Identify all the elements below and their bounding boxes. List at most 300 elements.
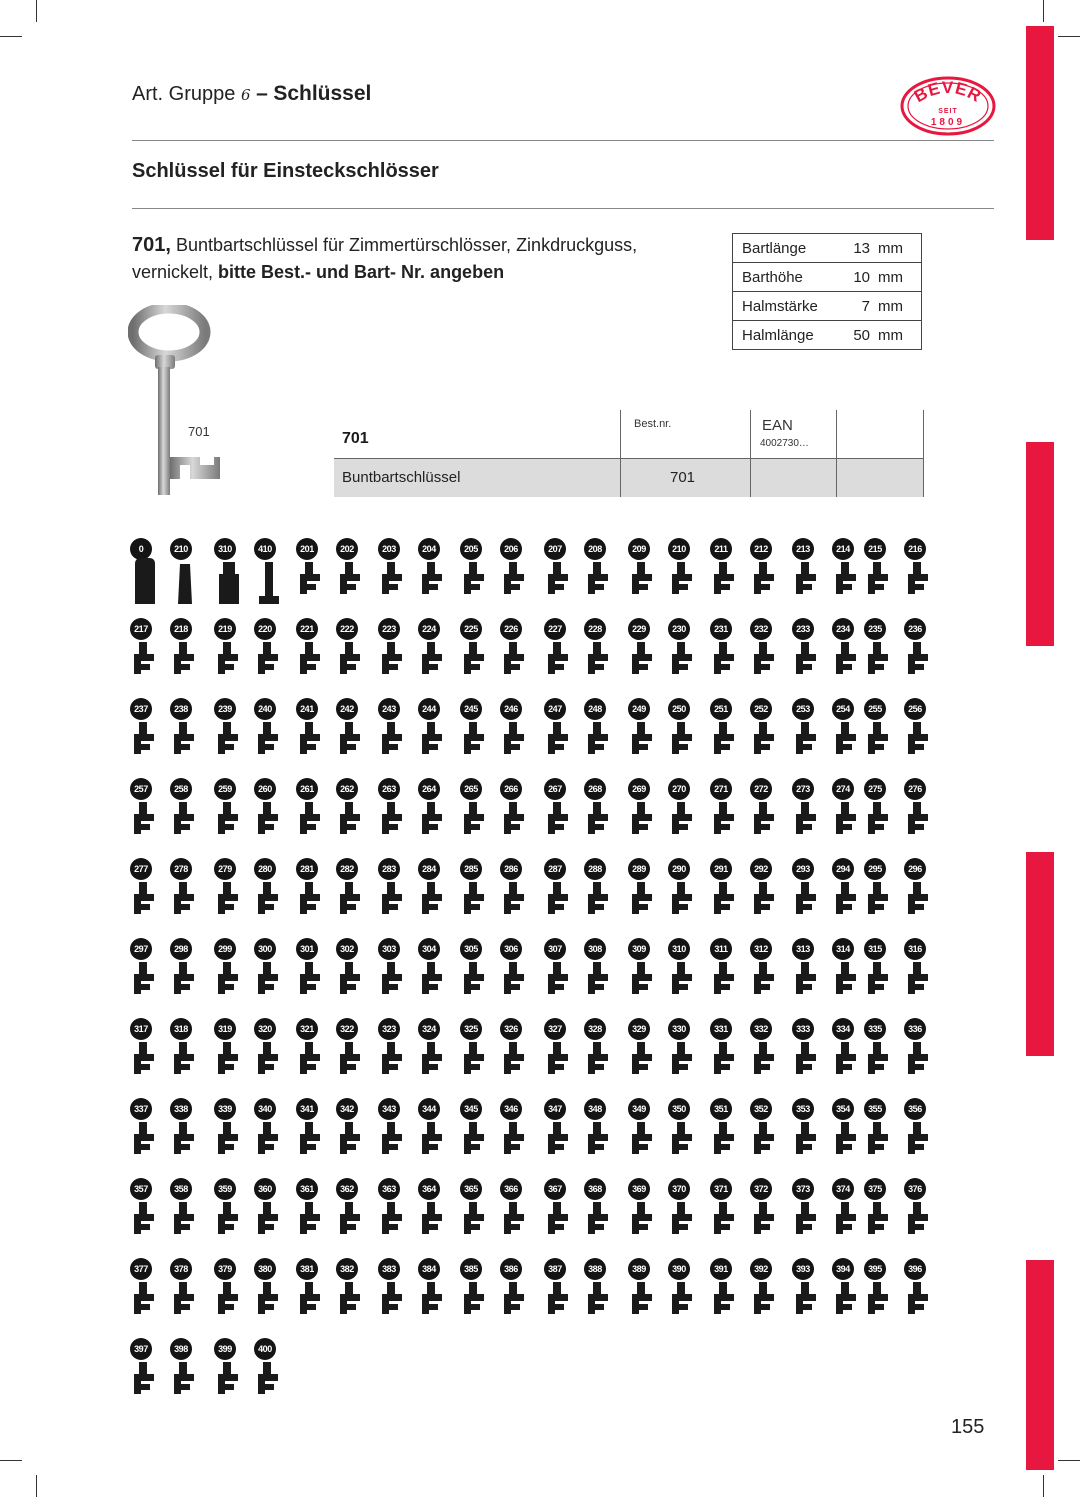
key-bit-profile bbox=[792, 1098, 832, 1176]
key-bit-silhouette bbox=[258, 814, 278, 834]
key-bit-shape bbox=[214, 632, 244, 688]
key-bit-stem bbox=[677, 1042, 685, 1056]
key-bit-shape bbox=[584, 1192, 614, 1248]
key-bit-number: 0 bbox=[130, 538, 152, 560]
key-bit-stem bbox=[801, 1282, 809, 1296]
key-bit-profile bbox=[628, 698, 668, 776]
key-bit-shape bbox=[170, 1192, 200, 1248]
key-bit-profile bbox=[500, 778, 540, 856]
key-bit-stem bbox=[263, 802, 271, 816]
key-bit-number: 311 bbox=[710, 938, 732, 960]
key-bit-profile bbox=[296, 1018, 336, 1096]
key-bit-stem bbox=[179, 642, 187, 656]
key-bit-silhouette bbox=[464, 1294, 484, 1314]
key-bit-number: 231 bbox=[710, 618, 732, 640]
key-bit-number: 316 bbox=[904, 938, 926, 960]
key-bit-number: 353 bbox=[792, 1098, 814, 1120]
key-bit-profile bbox=[500, 698, 540, 776]
key-bit-number: 291 bbox=[710, 858, 732, 880]
key-bit-number: 354 bbox=[832, 1098, 854, 1120]
key-bit-shape bbox=[710, 1192, 740, 1248]
order-row bbox=[334, 458, 924, 497]
key-bit-number: 210 bbox=[170, 538, 192, 560]
key-bit-stem bbox=[345, 722, 353, 736]
key-bit-number: 274 bbox=[832, 778, 854, 800]
key-bit-number: 283 bbox=[378, 858, 400, 880]
order-article-number: 701 bbox=[342, 430, 369, 447]
key-bit-silhouette bbox=[464, 654, 484, 674]
key-bit-number: 364 bbox=[418, 1178, 440, 1200]
key-bit-number: 249 bbox=[628, 698, 650, 720]
key-bit-profile bbox=[710, 1258, 750, 1336]
key-bit-shape bbox=[628, 712, 658, 768]
key-bit-silhouette bbox=[714, 814, 734, 834]
key-bit-profile bbox=[336, 778, 376, 856]
key-bit-stem bbox=[841, 962, 849, 976]
key-bit-number: 259 bbox=[214, 778, 236, 800]
key-bit-shape bbox=[460, 632, 490, 688]
key-bit-number: 335 bbox=[864, 1018, 886, 1040]
key-bit-number: 240 bbox=[254, 698, 276, 720]
key-bit-shape bbox=[296, 792, 326, 848]
key-bit-silhouette bbox=[174, 1294, 194, 1314]
key-bit-shape bbox=[336, 1272, 366, 1328]
key-bit-silhouette bbox=[504, 734, 524, 754]
key-bit-silhouette bbox=[178, 564, 192, 604]
key-bit-number: 255 bbox=[864, 698, 886, 720]
key-bit-number: 278 bbox=[170, 858, 192, 880]
key-bit-silhouette bbox=[258, 894, 278, 914]
key-bit-shape bbox=[336, 792, 366, 848]
key-bit-shape bbox=[296, 952, 326, 1008]
key-bit-shape bbox=[418, 552, 448, 608]
key-bit-number: 211 bbox=[710, 538, 732, 560]
key-bit-number: 289 bbox=[628, 858, 650, 880]
key-bit-number: 201 bbox=[296, 538, 318, 560]
key-bit-silhouette bbox=[258, 974, 278, 994]
key-bit-shape bbox=[296, 712, 326, 768]
key-bit-profile bbox=[628, 1258, 668, 1336]
key-bit-stem bbox=[593, 1282, 601, 1296]
key-bit-stem bbox=[637, 882, 645, 896]
key-bit-silhouette bbox=[588, 894, 608, 914]
key-bit-profile bbox=[378, 538, 418, 616]
key-bit-profile bbox=[214, 938, 254, 1016]
key-bit-profile bbox=[792, 1258, 832, 1336]
key-bit-shape bbox=[864, 952, 894, 1008]
key-bit-profile bbox=[864, 1098, 904, 1176]
key-bit-shape bbox=[628, 1112, 658, 1168]
key-bit-profile bbox=[750, 698, 790, 776]
key-bit-profile bbox=[500, 618, 540, 696]
key-bit-shape bbox=[584, 952, 614, 1008]
key-bit-stem bbox=[553, 1282, 561, 1296]
key-bit-number: 217 bbox=[130, 618, 152, 640]
key-bit-profile bbox=[584, 778, 624, 856]
key-bit-silhouette bbox=[672, 894, 692, 914]
key-bit-shape bbox=[336, 872, 366, 928]
key-bit-profile bbox=[904, 1098, 944, 1176]
logo-year: 1809 bbox=[930, 117, 966, 128]
key-bit-number: 321 bbox=[296, 1018, 318, 1040]
key-bit-stem bbox=[305, 1122, 313, 1136]
key-bit-shape bbox=[750, 872, 780, 928]
key-bit-silhouette bbox=[714, 1214, 734, 1234]
logo-since: SEIT bbox=[938, 108, 958, 115]
key-bit-shape bbox=[170, 1272, 200, 1328]
key-bit-stem bbox=[509, 1042, 517, 1056]
key-bit-stem bbox=[593, 882, 601, 896]
key-bit-shape bbox=[254, 632, 284, 688]
key-bit-silhouette bbox=[908, 734, 928, 754]
key-bit-profile bbox=[254, 858, 294, 936]
key-bit-number: 203 bbox=[378, 538, 400, 560]
key-bit-stem bbox=[305, 1042, 313, 1056]
key-bit-stem bbox=[223, 722, 231, 736]
key-bit-silhouette bbox=[868, 654, 888, 674]
key-bit-profile bbox=[130, 1178, 170, 1256]
key-bit-silhouette bbox=[258, 654, 278, 674]
key-bit-number: 342 bbox=[336, 1098, 358, 1120]
key-bit-profile bbox=[254, 1018, 294, 1096]
key-bit-number: 390 bbox=[668, 1258, 690, 1280]
key-bit-silhouette bbox=[218, 1374, 238, 1394]
key-bit-stem bbox=[553, 1122, 561, 1136]
key-bit-profile bbox=[460, 1098, 500, 1176]
key-bit-stem bbox=[637, 1202, 645, 1216]
key-bit-number: 398 bbox=[170, 1338, 192, 1360]
key-bit-silhouette bbox=[754, 1214, 774, 1234]
key-bit-shape bbox=[668, 1032, 698, 1088]
key-bit-number: 303 bbox=[378, 938, 400, 960]
key-bit-shape bbox=[500, 712, 530, 768]
key-bit-shape bbox=[904, 712, 934, 768]
key-bit-profile bbox=[710, 618, 750, 696]
key-bit-number: 343 bbox=[378, 1098, 400, 1120]
key-bit-number: 263 bbox=[378, 778, 400, 800]
key-bit-silhouette bbox=[672, 574, 692, 594]
key-bit-number: 223 bbox=[378, 618, 400, 640]
key-bit-number: 325 bbox=[460, 1018, 482, 1040]
key-bit-stem bbox=[509, 642, 517, 656]
key-bit-profile bbox=[130, 778, 170, 856]
key-bit-stem bbox=[223, 642, 231, 656]
key-bit-profile bbox=[544, 938, 584, 1016]
key-bit-profile bbox=[500, 538, 540, 616]
key-bit-shape bbox=[904, 1192, 934, 1248]
key-bit-stem bbox=[873, 882, 881, 896]
key-bit-silhouette bbox=[714, 734, 734, 754]
key-bit-number: 262 bbox=[336, 778, 358, 800]
key-bit-profile bbox=[130, 618, 170, 696]
key-bit-shape bbox=[214, 1112, 244, 1168]
key-bit-number: 309 bbox=[628, 938, 650, 960]
key-bit-profile bbox=[214, 618, 254, 696]
key-bit-profile bbox=[628, 538, 668, 616]
key-bit-number: 251 bbox=[710, 698, 732, 720]
key-bit-number: 218 bbox=[170, 618, 192, 640]
key-bit-silhouette bbox=[754, 654, 774, 674]
key-bit-stem bbox=[139, 1042, 147, 1056]
key-bit-shape bbox=[296, 1032, 326, 1088]
key-bit-silhouette bbox=[796, 734, 816, 754]
key-bit-silhouette bbox=[754, 894, 774, 914]
key-bit-stem bbox=[637, 1042, 645, 1056]
key-bit-profile bbox=[904, 858, 944, 936]
key-bit-stem bbox=[553, 562, 561, 576]
key-bit-stem bbox=[139, 962, 147, 976]
key-bit-profile bbox=[544, 538, 584, 616]
key-bit-profile bbox=[584, 1178, 624, 1256]
key-bit-shape bbox=[628, 872, 658, 928]
key-bit-number: 222 bbox=[336, 618, 358, 640]
key-bit-silhouette bbox=[672, 814, 692, 834]
key-bit-profile bbox=[500, 1258, 540, 1336]
key-bit-profile bbox=[750, 1098, 790, 1176]
key-bit-profile bbox=[378, 1178, 418, 1256]
key-bit-number: 361 bbox=[296, 1178, 318, 1200]
section-title: Schlüssel für Einsteckschlösser bbox=[132, 160, 439, 182]
key-bit-silhouette bbox=[672, 1054, 692, 1074]
key-bit-stem bbox=[387, 722, 395, 736]
key-bit-number: 389 bbox=[628, 1258, 650, 1280]
key-bit-shape bbox=[904, 632, 934, 688]
key-bit-profile bbox=[628, 1098, 668, 1176]
key-bit-shape bbox=[628, 1272, 658, 1328]
key-image bbox=[128, 305, 228, 500]
spec-value: 10 bbox=[836, 263, 874, 292]
key-bit-shape bbox=[336, 1032, 366, 1088]
key-bit-profile bbox=[336, 1098, 376, 1176]
key-bit-stem bbox=[509, 722, 517, 736]
key-bit-shape bbox=[500, 1112, 530, 1168]
key-bit-silhouette bbox=[300, 814, 320, 834]
key-bit-silhouette bbox=[219, 562, 239, 604]
key-bit-profile bbox=[792, 698, 832, 776]
key-bit-silhouette bbox=[382, 814, 402, 834]
key-bit-number: 212 bbox=[750, 538, 772, 560]
key-bit-silhouette bbox=[300, 1214, 320, 1234]
key-bit-stem bbox=[345, 562, 353, 576]
key-bit-stem bbox=[593, 962, 601, 976]
key-bit-shape bbox=[460, 1192, 490, 1248]
key-bit-silhouette bbox=[135, 558, 155, 604]
key-bit-stem bbox=[179, 1042, 187, 1056]
key-bit-silhouette bbox=[714, 894, 734, 914]
key-bit-number: 207 bbox=[544, 538, 566, 560]
key-bit-number: 320 bbox=[254, 1018, 276, 1040]
key-bit-shape bbox=[832, 952, 862, 1008]
key-bit-number: 229 bbox=[628, 618, 650, 640]
key-bit-shape bbox=[710, 792, 740, 848]
key-bit-stem bbox=[179, 962, 187, 976]
key-bit-stem bbox=[677, 962, 685, 976]
key-bit-silhouette bbox=[548, 1134, 568, 1154]
key-bit-stem bbox=[759, 642, 767, 656]
key-bit-profile bbox=[214, 1338, 254, 1416]
key-bit-number: 275 bbox=[864, 778, 886, 800]
key-bit-number: 260 bbox=[254, 778, 276, 800]
key-bit-number: 224 bbox=[418, 618, 440, 640]
key-bit-stem bbox=[873, 642, 881, 656]
key-bit-stem bbox=[873, 562, 881, 576]
key-bit-shape bbox=[214, 1272, 244, 1328]
key-bit-stem bbox=[637, 642, 645, 656]
key-bit-shape bbox=[628, 1032, 658, 1088]
key-bit-shape bbox=[296, 1272, 326, 1328]
key-bit-silhouette bbox=[632, 1214, 652, 1234]
key-bit-profile bbox=[668, 1258, 708, 1336]
key-bit-number: 202 bbox=[336, 538, 358, 560]
key-bit-stem bbox=[841, 642, 849, 656]
key-bit-number: 360 bbox=[254, 1178, 276, 1200]
key-bit-shape bbox=[378, 712, 408, 768]
key-bit-number: 267 bbox=[544, 778, 566, 800]
key-bit-stem bbox=[913, 562, 921, 576]
key-bit-profile bbox=[254, 618, 294, 696]
crop-mark bbox=[36, 0, 37, 22]
key-bit-shape bbox=[130, 632, 160, 688]
key-bit-number: 304 bbox=[418, 938, 440, 960]
key-bit-profile bbox=[544, 1018, 584, 1096]
key-bit-silhouette bbox=[218, 654, 238, 674]
key-bit-stem bbox=[913, 802, 921, 816]
product-text: Buntbartschlüssel für Zimmertürschlösser, Zinkdruckguss, vernickelt, bbox=[132, 235, 638, 282]
key-bit-number: 277 bbox=[130, 858, 152, 880]
key-bit-number: 327 bbox=[544, 1018, 566, 1040]
key-bit-silhouette bbox=[422, 1054, 442, 1074]
key-bit-number: 213 bbox=[792, 538, 814, 560]
key-bit-shape bbox=[832, 1272, 862, 1328]
spec-table bbox=[732, 233, 922, 350]
key-bit-shape bbox=[460, 952, 490, 1008]
key-bit-shape bbox=[544, 872, 574, 928]
key-bit-silhouette bbox=[218, 1054, 238, 1074]
key-bit-stem bbox=[637, 562, 645, 576]
key-bit-number: 397 bbox=[130, 1338, 152, 1360]
key-bit-shape bbox=[130, 1192, 160, 1248]
key-bit-stem bbox=[913, 642, 921, 656]
key-bit-stem bbox=[509, 1202, 517, 1216]
key-bit-profile bbox=[254, 938, 294, 1016]
key-bit-silhouette bbox=[548, 814, 568, 834]
key-bit-silhouette bbox=[174, 1134, 194, 1154]
key-bit-number: 346 bbox=[500, 1098, 522, 1120]
key-bit-stem bbox=[179, 1122, 187, 1136]
key-bit-profile bbox=[214, 698, 254, 776]
key-bit-silhouette bbox=[796, 1214, 816, 1234]
key-bit-silhouette bbox=[218, 1214, 238, 1234]
key-bit-shape bbox=[418, 632, 448, 688]
key-bit-profile bbox=[864, 858, 904, 936]
key-bit-silhouette bbox=[714, 1054, 734, 1074]
key-bit-silhouette bbox=[174, 974, 194, 994]
key-bit-silhouette bbox=[218, 734, 238, 754]
key-bit-profile bbox=[296, 1098, 336, 1176]
key-bit-shape bbox=[130, 1272, 160, 1328]
key-bit-silhouette bbox=[632, 814, 652, 834]
key-bit-silhouette bbox=[134, 1134, 154, 1154]
key-bit-silhouette bbox=[218, 894, 238, 914]
key-bit-silhouette bbox=[340, 1214, 360, 1234]
key-bit-stem bbox=[913, 722, 921, 736]
key-bit-shape bbox=[792, 1192, 822, 1248]
key-bit-silhouette bbox=[382, 974, 402, 994]
key-bit-number: 234 bbox=[832, 618, 854, 640]
key-bit-profile bbox=[378, 778, 418, 856]
key-bit-number: 358 bbox=[170, 1178, 192, 1200]
key-bit-number: 286 bbox=[500, 858, 522, 880]
key-bit-stem bbox=[759, 1042, 767, 1056]
key-bit-profile bbox=[418, 778, 458, 856]
key-bit-silhouette bbox=[714, 1134, 734, 1154]
key-bit-number: 265 bbox=[460, 778, 482, 800]
key-bit-profile bbox=[254, 1338, 294, 1416]
key-bit-stem bbox=[677, 1202, 685, 1216]
key-bit-stem bbox=[677, 642, 685, 656]
key-bit-shape bbox=[378, 952, 408, 1008]
key-bit-silhouette bbox=[836, 574, 856, 594]
key-bit-number: 331 bbox=[710, 1018, 732, 1040]
key-bit-profile bbox=[750, 618, 790, 696]
key-bit-shape bbox=[500, 1032, 530, 1088]
key-bit-stem bbox=[913, 962, 921, 976]
column-divider bbox=[620, 459, 621, 497]
key-bit-stem bbox=[263, 1122, 271, 1136]
key-bit-profile bbox=[170, 1018, 210, 1096]
key-bit-profile bbox=[668, 858, 708, 936]
key-bit-shape bbox=[214, 552, 244, 608]
key-bit-silhouette bbox=[548, 574, 568, 594]
key-bit-stem bbox=[387, 1202, 395, 1216]
key-bit-profile bbox=[336, 538, 376, 616]
key-bit-stem bbox=[139, 722, 147, 736]
key-bit-profile bbox=[418, 618, 458, 696]
key-bit-stem bbox=[223, 1282, 231, 1296]
key-bit-stem bbox=[345, 1122, 353, 1136]
key-bit-silhouette bbox=[504, 974, 524, 994]
key-bit-stem bbox=[387, 1282, 395, 1296]
key-bit-profile bbox=[170, 858, 210, 936]
key-bit-number: 270 bbox=[668, 778, 690, 800]
key-bit-profile bbox=[864, 778, 904, 856]
key-bit-profile bbox=[628, 778, 668, 856]
page-header bbox=[132, 82, 371, 106]
key-bit-silhouette bbox=[422, 574, 442, 594]
key-bit-silhouette bbox=[908, 894, 928, 914]
key-bit-profile bbox=[418, 538, 458, 616]
key-bit-profile bbox=[296, 1178, 336, 1256]
header-prefix: Art. Gruppe bbox=[132, 83, 236, 105]
key-bit-silhouette bbox=[300, 1134, 320, 1154]
key-bit-silhouette bbox=[464, 1214, 484, 1234]
key-bit-number: 285 bbox=[460, 858, 482, 880]
key-bit-silhouette bbox=[504, 574, 524, 594]
key-bit-shape bbox=[254, 712, 284, 768]
key-bit-shape bbox=[500, 1272, 530, 1328]
key-bit-number: 292 bbox=[750, 858, 772, 880]
key-bit-stem bbox=[873, 722, 881, 736]
key-bit-shape bbox=[130, 792, 160, 848]
key-bit-stem bbox=[759, 1282, 767, 1296]
key-bit-number: 341 bbox=[296, 1098, 318, 1120]
key-bit-silhouette bbox=[588, 814, 608, 834]
product-order-note: bitte Best.- und Bart- Nr. angeben bbox=[218, 262, 505, 282]
key-bit-profile bbox=[668, 1018, 708, 1096]
key-bit-silhouette bbox=[422, 654, 442, 674]
key-bit-shape bbox=[214, 712, 244, 768]
key-bit-silhouette bbox=[422, 1294, 442, 1314]
